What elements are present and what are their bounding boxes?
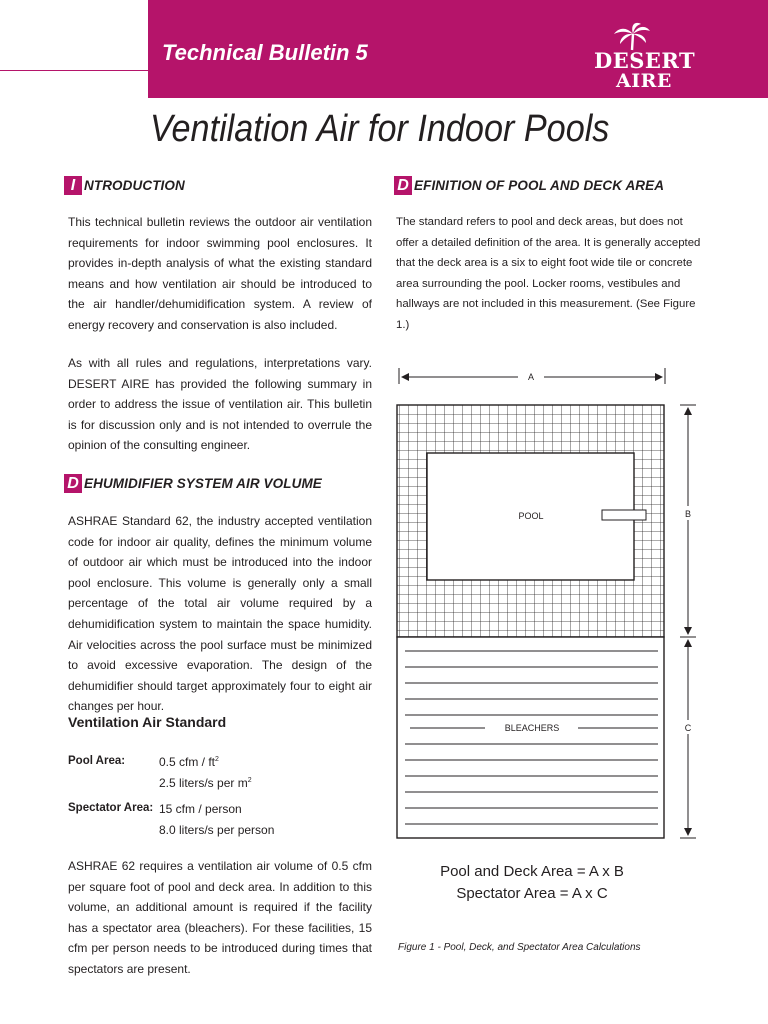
main-title: Ventilation Air for Indoor Pools (150, 108, 610, 150)
definition-heading (394, 176, 664, 195)
ashrae-closing-paragraph: ASHRAE 62 requires a ventilation air volume of 0.5 cfm per square foot of pool and deck area. In addition to this volume, an additional amount is required if the facility has a spectator area (bleachers). For these facilities, 15 cfm per person needs to be introduced during times that spectators are present. (68, 859, 372, 976)
spectator-area-label: Spectator Area: (68, 802, 154, 814)
spectator-area-value-imperial: 15 cfm / person (159, 802, 242, 816)
pool-area-value-imperial: 0.5 cfm / $ft^2$ (159, 755, 219, 769)
desert-aire-logo (594, 22, 704, 94)
pool-label: POOL (518, 511, 544, 521)
label-b: B (684, 509, 692, 519)
label-a: A (527, 372, 535, 382)
introduction-heading (64, 176, 185, 195)
bleachers-label: BLEACHERS (504, 723, 560, 733)
introduction-paragraph-2: As with all rules and regulations, interpretations vary. DESERT AIRE has provided the following summary in order to address the issue of ventilation air. This bulletin is for discussion only and is not intended to overrule the opinion of the consulting engineer. (68, 356, 372, 453)
dehumidifier-heading (64, 474, 322, 493)
introduction-heading-text: NTRODUCTION (84, 178, 185, 193)
dehumidifier-paragraph: ASHRAE Standard 62, the industry accepted ventilation code for indoor air quality, defines the minimum volume of outdoor air which must be introduced into the indoor pool enclosure. This volume is generally only a small percentage of the total air volume required by a dehumidification system to maintain the space humidity. Air velocities across the pool surface must be minimized to avoid excessive evaporation. The design of the dehumidifier should target approximately four to eight air changes per hour. (68, 514, 372, 714)
introduction-dropcap: I (64, 176, 82, 195)
introduction-paragraph-1: This technical bulletin reviews the outdoor air ventilation requirements for indoor swimming pool enclosures. It provides in-depth analysis of what the existing standard means and how ventilation air should be introduced to the air handler/dehumidification system. A review of energy recovery and conservation is also included. (68, 215, 372, 332)
header-rule (0, 70, 148, 71)
dehumidifier-heading-text: EHUMIDIFIER SYSTEM AIR VOLUME (84, 476, 322, 491)
pool-deck-equation: Pool and Deck Area = A x B (440, 863, 624, 880)
dimension-c (680, 640, 696, 838)
dimension-a (399, 368, 665, 384)
pool-deck-diagram (390, 360, 710, 860)
ventilation-standard-heading: Ventilation Air Standard (68, 714, 227, 730)
pool-area-value-metric: 2.5 liters/s per $m^2$ (159, 776, 252, 790)
label-c: C (684, 723, 692, 733)
logo-word-aire: AIRE (616, 70, 672, 92)
bulletin-title: Technical Bulletin 5 (162, 40, 368, 65)
pool-ladder (602, 510, 646, 520)
definition-heading-text: EFINITION OF POOL AND DECK AREA (414, 178, 665, 193)
definition-dropcap: D (394, 176, 412, 195)
dimension-b (680, 405, 696, 637)
logo-word-desert: DESERT (594, 48, 696, 73)
spectator-equation: Spectator Area = A x C (456, 885, 608, 902)
pool-area-label: Pool Area: (68, 755, 126, 767)
figure-caption: Figure 1 - Pool, Deck, and Spectator Area Calculations (398, 942, 641, 953)
spectator-area-value-metric: 8.0 liters/s per person (159, 823, 275, 837)
definition-paragraph: The standard refers to pool and deck areas, but does not offer a detailed definition of the area. It is generally accepted that the deck area is a six to eight foot wide tile or concrete area surrounding the pool. Locker rooms, vestibules and hallways are not included in this measurement. (See Figure 1.) (396, 216, 701, 331)
dehumidifier-dropcap: D (64, 474, 82, 493)
